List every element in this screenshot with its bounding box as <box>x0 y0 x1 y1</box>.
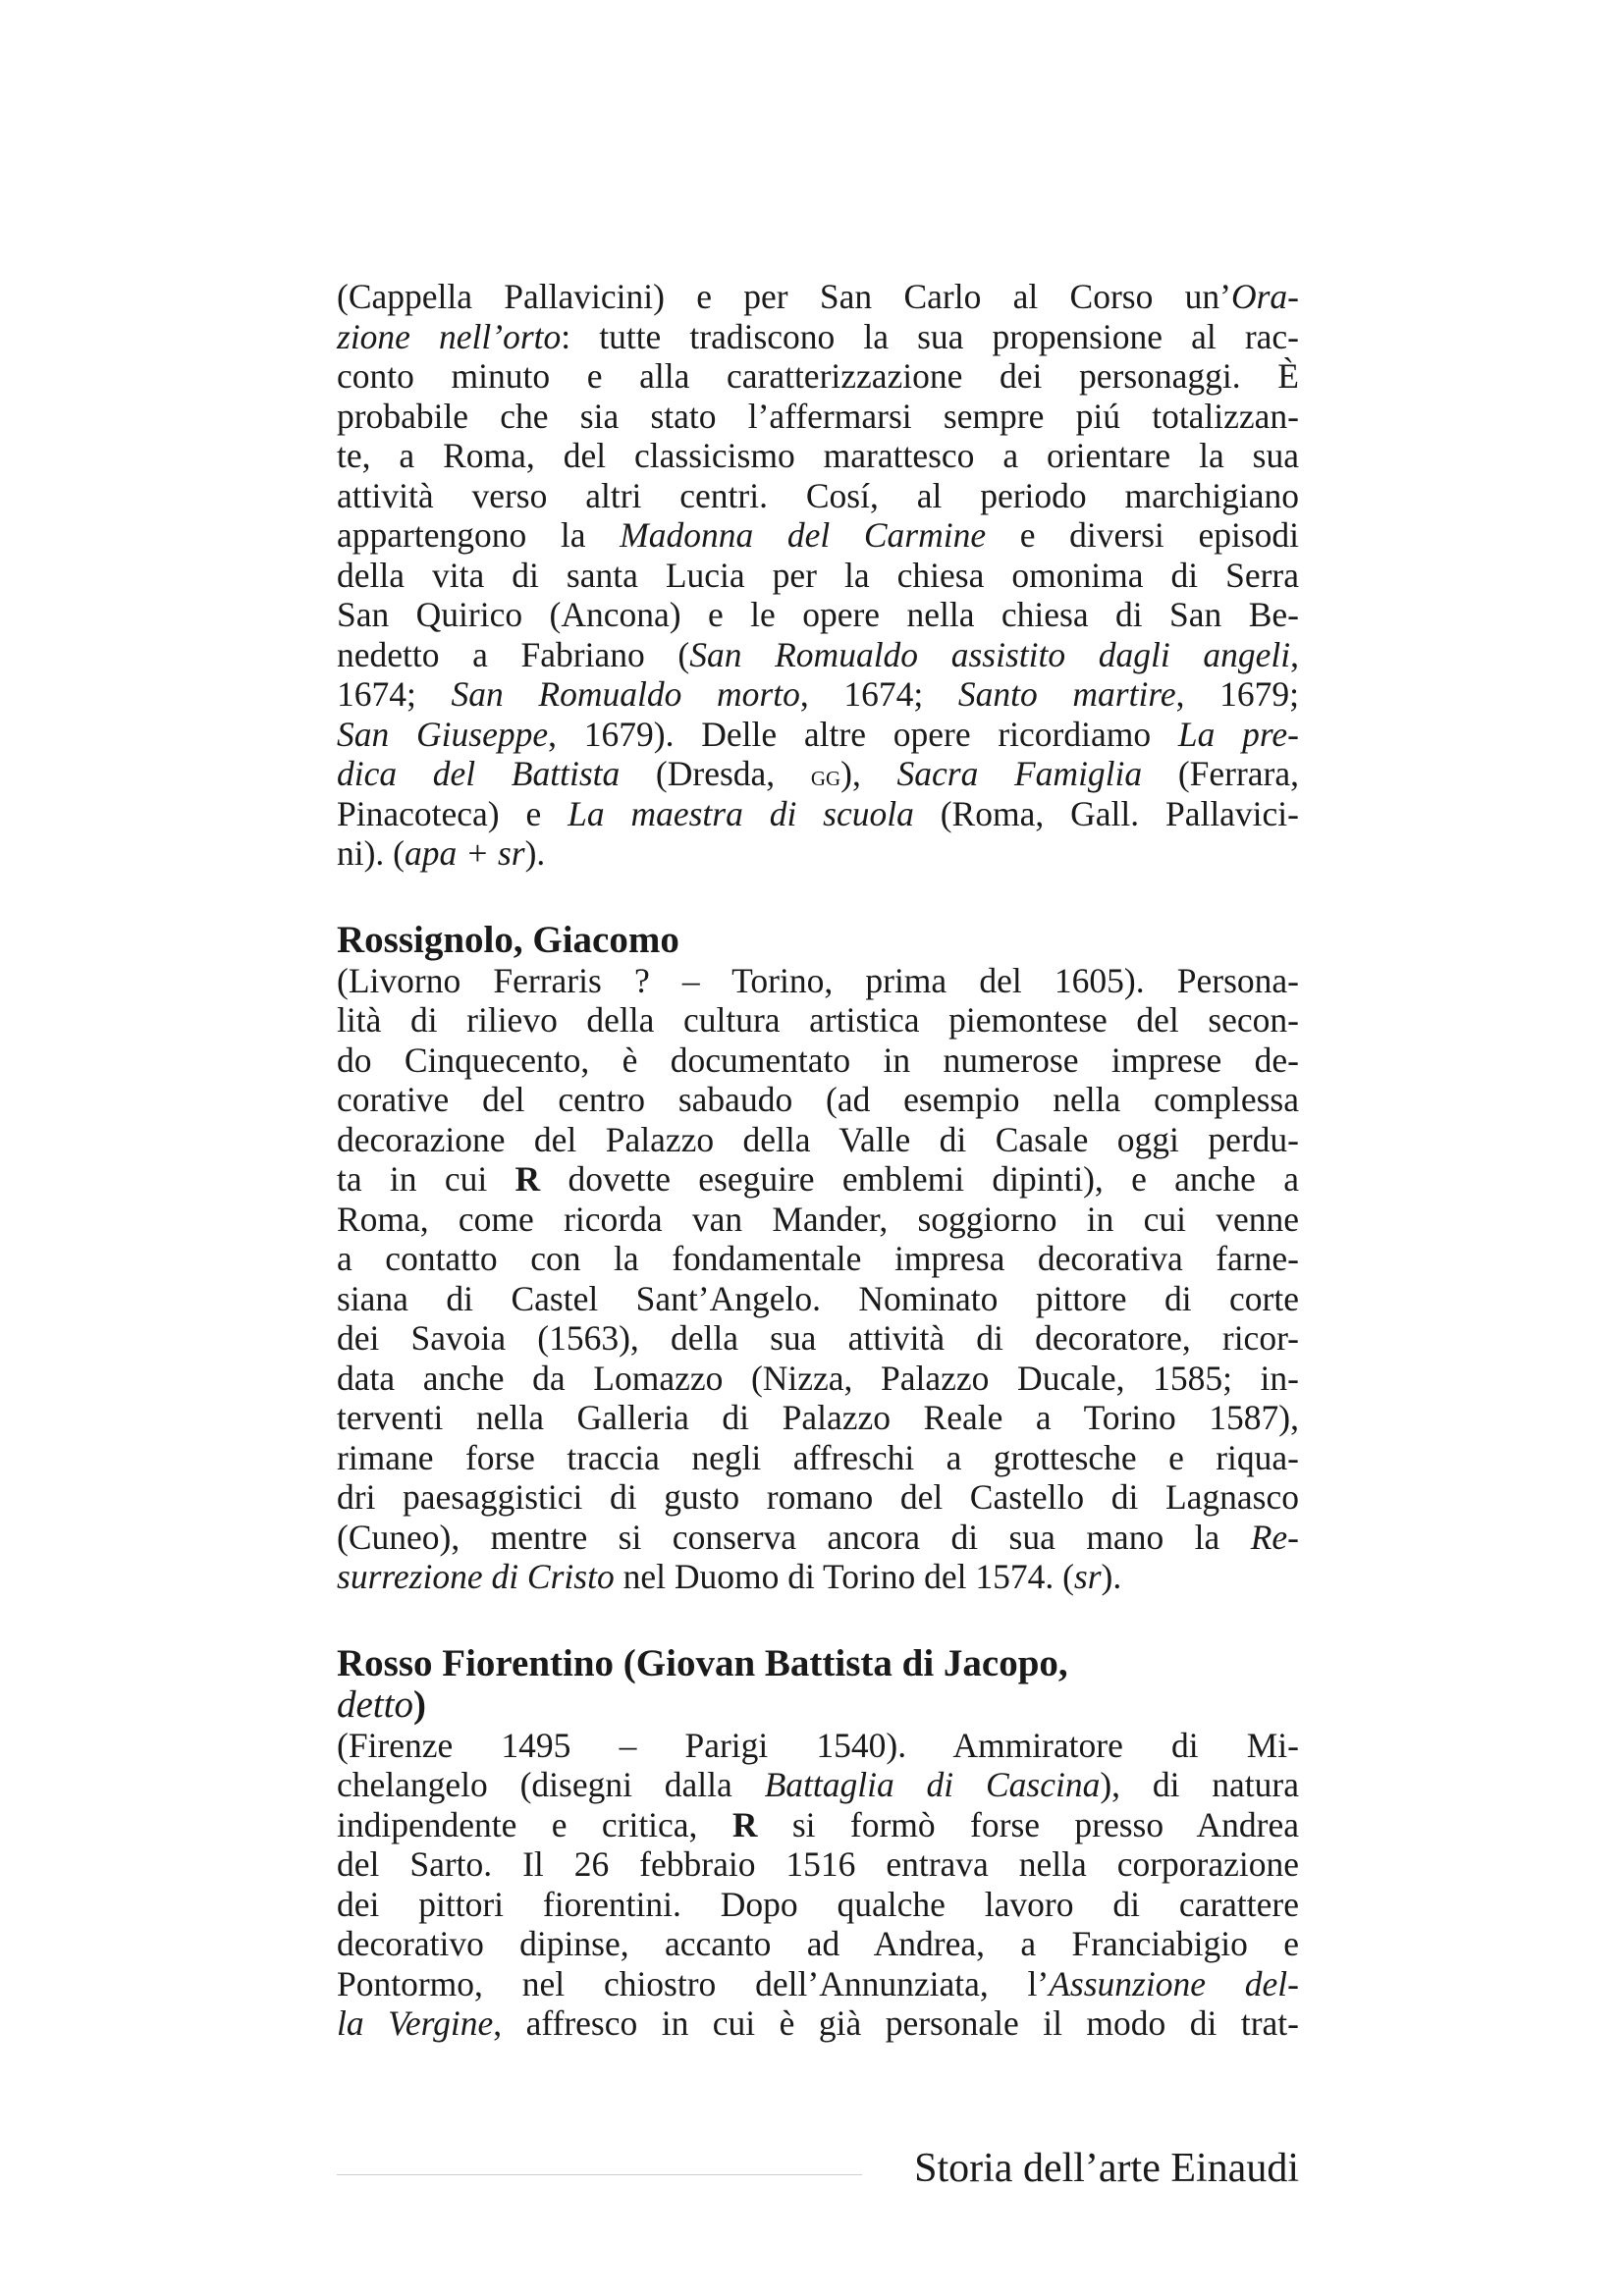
italic-run: Assunzione del- <box>1049 1963 1299 2003</box>
text-line <box>337 356 1299 397</box>
text-line <box>337 1041 1299 1081</box>
text-run: indipendente e critica, <box>337 1804 732 1844</box>
text-line <box>337 1557 1299 1597</box>
text-run: ). <box>524 833 546 873</box>
text-run: te, a Roma, del classicismo marattesco a orientare la sua <box>337 436 1299 475</box>
italic-run: Madonna del Carmine <box>620 515 987 555</box>
text-run: , <box>1290 634 1299 674</box>
text-line <box>337 1844 1299 1885</box>
text-line <box>337 1159 1299 1200</box>
text-run: dri paesaggistici di gusto romano del Castello di Lagnasco <box>337 1477 1299 1517</box>
text-run: Pinacoteca) e <box>337 793 568 833</box>
text-line <box>337 1477 1299 1518</box>
entry-heading-rossignolo: Rossignolo, Giacomo <box>337 918 679 961</box>
text-line <box>337 1805 1299 1845</box>
text-run: decorativo dipinse, accanto ad Andrea, a Franciabigio e <box>337 1924 1299 1963</box>
paragraph-continuation <box>337 277 1299 874</box>
text-line <box>337 1000 1299 1041</box>
text-run: del Sarto. Il 26 febbraio 1516 entrava nella corporazione <box>337 1844 1299 1884</box>
heading-close-paren: ) <box>412 1682 426 1726</box>
text-run: rimane forse traccia negli affreschi a grottesche e riqua- <box>337 1437 1299 1477</box>
text-run: probabile che sia stato l’affermarsi sempre piú totalizzan- <box>337 396 1299 436</box>
text-line <box>337 1518 1299 1558</box>
text-run: lità di rilievo della cultura artistica piemontese del secon- <box>337 1000 1299 1040</box>
footer-title: Storia dell’arte Einaudi <box>914 2146 1299 2191</box>
text-line <box>337 794 1299 834</box>
text-run: dei pittori fiorentini. Dopo qualche lavoro di carattere <box>337 1884 1299 1924</box>
text-run: 1674; <box>337 674 452 714</box>
text-line <box>337 1359 1299 1399</box>
text-run: attività verso altri centri. Cosí, al periodo marchigiano <box>337 475 1299 515</box>
text-run: , affresco in cui è già personale il modo di trat- <box>493 2003 1299 2043</box>
entry-heading-rosso-fiorentino: Rosso Fiorentino (Giovan Battista di Jacopo, <box>337 1641 1068 1684</box>
text-run: ), <box>840 754 897 793</box>
entry-body-rossignolo <box>337 961 1299 1597</box>
text-line <box>337 833 1299 874</box>
text-run: dovette eseguire emblemi dipinti), e anche a <box>540 1159 1299 1199</box>
italic-run: San Romualdo morto <box>451 674 800 714</box>
italic-run: San Giuseppe <box>337 714 549 754</box>
text-run: ). <box>1101 1557 1122 1596</box>
text-run: dei Savoia (1563), della sua attività di decoratore, ricor- <box>337 1318 1299 1358</box>
italic-run: Battaglia di Cascina <box>764 1765 1101 1804</box>
text-run: della vita di santa Lucia per la chiesa omonima di Serra <box>337 555 1299 595</box>
text-line <box>337 436 1299 476</box>
text-run: corative del centro sabaudo (ad esempio nella complessa <box>337 1080 1299 1119</box>
italic-run: apa + sr <box>405 833 525 873</box>
text-run: (Livorno Ferraris ? – Torino, prima del 1605). Persona- <box>337 960 1299 1000</box>
text-line <box>337 754 1299 794</box>
text-line <box>337 1964 1299 2004</box>
italic-run: San Romualdo assistito dagli angeli <box>689 634 1291 674</box>
italic-run: la Vergine <box>337 2003 494 2043</box>
text-line <box>337 397 1299 437</box>
text-run: , 1679). Delle altre opere ricordiamo <box>548 714 1178 754</box>
text-line <box>337 1279 1299 1319</box>
entry-body-rosso-fiorentino <box>337 1726 1299 2044</box>
text-line <box>337 1438 1299 1478</box>
italic-run: Ora- <box>1230 277 1299 316</box>
text-run: ni). ( <box>337 833 406 873</box>
text-line <box>337 1765 1299 1805</box>
text-run: terventi nella Galleria di Palazzo Reale a Torino 1587), <box>337 1398 1299 1437</box>
text-run: (Roma, Gall. Pallavici- <box>913 793 1299 833</box>
text-run: siana di Castel Sant’Angelo. Nominato pittore di corte <box>337 1278 1299 1318</box>
text-run: (Ferrara, <box>1142 754 1299 793</box>
heading-italic-detto: detto <box>337 1682 413 1726</box>
bold-run: R <box>731 1804 758 1844</box>
text-line <box>337 961 1299 1001</box>
text-run: ), di natura <box>1100 1765 1299 1804</box>
italic-run: surrezione di Cristo <box>337 1557 615 1596</box>
text-run: ta in cui <box>337 1159 515 1199</box>
text-line <box>337 1885 1299 1925</box>
text-line <box>337 277 1299 317</box>
text-run: decorazione del Palazzo della Valle di Casale oggi perdu- <box>337 1119 1299 1159</box>
text-run: nedetto a Fabriano ( <box>337 634 690 674</box>
text-line <box>337 1318 1299 1359</box>
text-line <box>337 595 1299 635</box>
bold-run: R <box>514 1159 541 1199</box>
italic-run: Sacra Famiglia <box>896 754 1143 793</box>
text-line <box>337 1080 1299 1120</box>
italic-run: La maestra di scuola <box>568 793 914 833</box>
text-line <box>337 1398 1299 1438</box>
italic-run: dica del Battista <box>337 754 621 793</box>
text-run: (Cappella Pallavicini) e per San Carlo al Corso un’ <box>337 277 1231 316</box>
text-line <box>337 2003 1299 2044</box>
text-line <box>337 556 1299 596</box>
text-run: (Cuneo), mentre si conserva ancora di sua mano la <box>337 1517 1251 1557</box>
text-line <box>337 1239 1299 1279</box>
text-line <box>337 1120 1299 1160</box>
small-caps-run: gg <box>810 759 841 792</box>
italic-run: Santo martire <box>957 674 1176 714</box>
italic-run: Re- <box>1250 1517 1299 1557</box>
text-line <box>337 1924 1299 1964</box>
italic-run: sr <box>1073 1557 1102 1596</box>
text-run: , 1674; <box>799 674 958 714</box>
italic-run: La pre- <box>1177 714 1299 754</box>
text-run: (Firenze 1495 – Parigi 1540). Ammiratore di Mi- <box>337 1725 1299 1765</box>
text-run: chelangelo (disegni dalla <box>337 1765 765 1804</box>
text-line <box>337 715 1299 755</box>
entry-heading-rosso-fiorentino-cont <box>337 1684 1299 1726</box>
text-run: Roma, come ricorda van Mander, soggiorno in cui venne <box>337 1199 1299 1239</box>
text-run: a contatto con la fondamentale impresa decorativa farne- <box>337 1239 1299 1278</box>
text-run: : tutte tradiscono la sua propensione al rac- <box>561 316 1299 356</box>
text-run: data anche da Lomazzo (Nizza, Palazzo Ducale, 1585; in- <box>337 1358 1299 1398</box>
text-run: Pontormo, nel chiostro dell’Annunziata, l’ <box>337 1963 1050 2003</box>
text-run: appartengono la <box>337 515 621 555</box>
text-run: (Dresda, <box>620 754 811 793</box>
text-line <box>337 515 1299 556</box>
text-run: e diversi episodi <box>986 515 1299 555</box>
text-run: San Quirico (Ancona) e le opere nella chiesa di San Be- <box>337 595 1299 634</box>
text-line <box>337 1200 1299 1240</box>
text-line <box>337 317 1299 357</box>
footer-rule <box>337 2174 862 2175</box>
text-run: , 1679; <box>1175 674 1299 714</box>
text-line <box>337 635 1299 675</box>
text-run: nel Duomo di Torino del 1574. ( <box>614 1557 1074 1596</box>
text-line <box>337 674 1299 715</box>
text-line <box>337 1726 1299 1766</box>
text-run: do Cinquecento, è documentato in numerose imprese de- <box>337 1040 1299 1080</box>
text-line <box>337 476 1299 516</box>
text-run: si formò forse presso Andrea <box>757 1804 1300 1844</box>
italic-run: zione nell’orto <box>337 316 562 356</box>
text-run: conto minuto e alla caratterizzazione dei personaggi. È <box>337 356 1299 396</box>
text-column <box>337 277 1299 2044</box>
